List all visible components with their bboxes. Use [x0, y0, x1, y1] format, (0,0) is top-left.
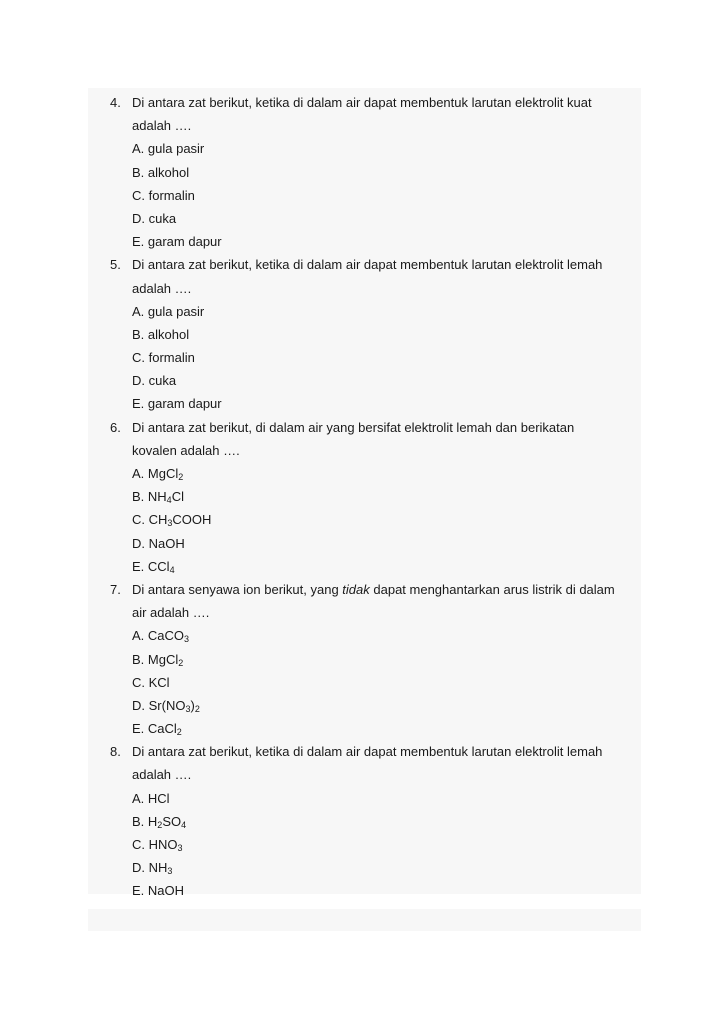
answer-option-c[interactable]: C. $HNO_3$ [132, 837, 183, 853]
question-7 [0, 578, 728, 740]
subscript: 2 [157, 819, 163, 830]
question-text-line: Di antara zat berikut, ketika di dalam air dapat membentuk larutan elektrolit lemah [132, 257, 603, 273]
footer-background [88, 909, 641, 931]
answer-option-e[interactable]: E. garam dapur [132, 396, 222, 412]
question-8 [0, 740, 728, 902]
answer-option-a[interactable]: A. HCl [132, 790, 170, 806]
subscript: 2 [178, 472, 184, 482]
answer-option-d[interactable]: D. NaOH [132, 535, 185, 551]
question-text-line: Di antara zat berikut, ketika di dalam air dapat membentuk larutan elektrolit kuat [132, 95, 592, 110]
question-number: 8. [110, 744, 121, 760]
subscript: 4 [181, 819, 187, 830]
answer-option-a[interactable]: A. gula pasir [132, 141, 205, 157]
answer-option-e[interactable]: E. CaCl$_2$ [132, 721, 182, 738]
answer-option-a[interactable]: A. CaCO$_3$ [132, 628, 190, 645]
subscript: 3 [167, 518, 173, 529]
answer-option-c[interactable]: C. formalin [132, 187, 195, 203]
answer-option-c[interactable]: C. KCl [132, 674, 170, 690]
subscript: 3 [177, 843, 183, 853]
answer-option-b[interactable]: B. alkohol [132, 326, 190, 342]
question-number: 4. [110, 95, 121, 110]
subscript: 2 [178, 657, 184, 668]
answer-option-a[interactable]: A. gula pasir [132, 303, 205, 319]
question-number: 6. [110, 419, 121, 435]
question-text-line: Di antara zat berikut, di dalam air yang bersifat elektrolit lemah dan berikatan [132, 419, 575, 435]
subscript: 3 [185, 703, 191, 714]
question-text-line: Di antara zat berikut, ketika di dalam air dapat membentuk larutan elektrolit lemah [132, 744, 603, 760]
subscript: 2 [194, 703, 200, 714]
answer-option-e[interactable]: E. NaOH [132, 883, 185, 899]
answer-option-b[interactable]: B. $H_2SO_4$ [132, 813, 187, 830]
question-5 [0, 253, 728, 415]
answer-option-b[interactable]: B. $NH_4Cl$ [132, 489, 184, 506]
answer-option-d[interactable]: D. $Sr(NO_3)_2$ [132, 697, 200, 714]
subscript: 4 [169, 564, 175, 575]
emphasis: tidak [342, 581, 370, 597]
answer-option-d[interactable]: D. $NH_3$ [132, 860, 173, 877]
answer-option-d[interactable]: D. cuka [132, 373, 177, 389]
question-text-line: kovalen adalah …. [132, 442, 240, 458]
question-4 [0, 91, 728, 253]
answer-option-b[interactable]: B. alkohol [132, 164, 190, 180]
question-text-line: air adalah …. [132, 605, 210, 621]
answer-option-a[interactable]: A. MgCl$_2$ [132, 466, 184, 482]
question-text-line: Di antara senyawa ion berikut, yang tidak dapat menghantarkan arus listrik di dalam [132, 581, 615, 597]
question-6 [0, 416, 728, 578]
question-number: 7. [110, 581, 121, 597]
answer-option-c[interactable]: C. $CH_3COOH$ [132, 512, 212, 529]
answer-option-e[interactable]: E. CCl$_4$ [132, 558, 175, 575]
subscript: 3 [184, 634, 190, 645]
question-text-line: adalah …. [132, 280, 192, 296]
answer-option-b[interactable]: B. MgCl$_2$ [132, 651, 184, 668]
subscript: 3 [167, 866, 173, 877]
answer-option-d[interactable]: D. cuka [132, 210, 177, 226]
question-text-line: adalah …. [132, 118, 192, 134]
question-list [0, 91, 728, 903]
question-text-line: adalah …. [132, 767, 192, 783]
subscript: 4 [166, 495, 172, 506]
answer-option-e[interactable]: E. garam dapur [132, 234, 222, 250]
subscript: 2 [176, 727, 182, 738]
question-number: 5. [110, 257, 121, 273]
answer-option-c[interactable]: C. formalin [132, 350, 195, 366]
